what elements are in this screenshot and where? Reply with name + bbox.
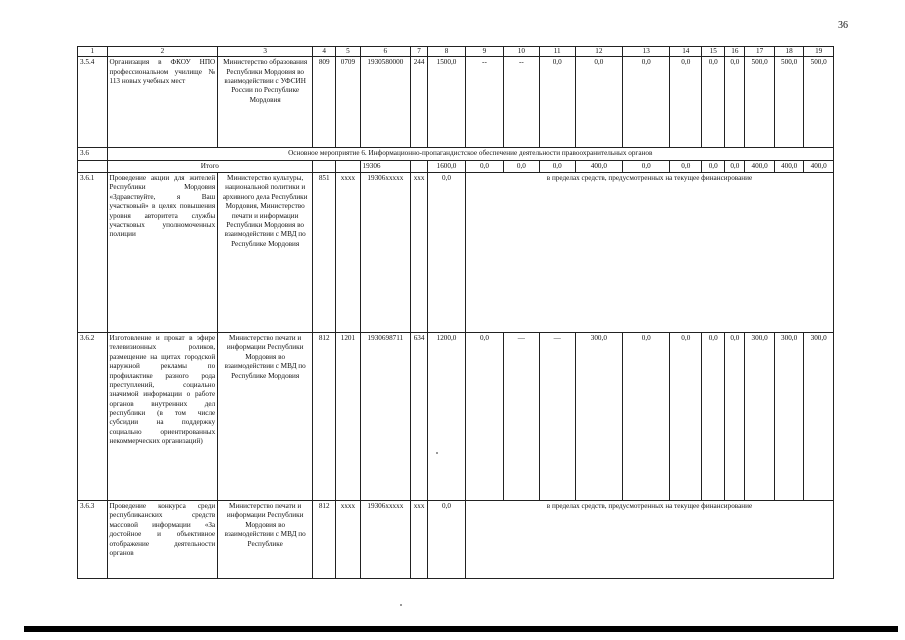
header-cell: 13	[623, 47, 670, 57]
cell-c6: 19306	[360, 160, 411, 172]
cell-c5: 1201	[336, 333, 360, 501]
header-cell: 2	[107, 47, 218, 57]
cell-c12: 0,0	[575, 57, 622, 148]
cell-c5: хххх	[336, 173, 360, 333]
cell-c9: --	[465, 57, 503, 148]
row-number: 3.6	[78, 148, 108, 160]
cell-c18: 500,0	[774, 57, 804, 148]
cell-c7: ххх	[411, 173, 428, 333]
total-label: Итого	[107, 160, 313, 172]
scan-speck	[400, 604, 402, 606]
cell-c15: 0,0	[702, 57, 725, 148]
cell-c10: 0,0	[503, 160, 539, 172]
page-number: 36	[838, 20, 848, 31]
header-cell: 18	[774, 47, 804, 57]
header-cell: 19	[804, 47, 834, 57]
cell-c4: 812	[313, 333, 336, 501]
table-row	[78, 173, 834, 333]
executor: Министерство печати и информации Республики Мордовия во взаимодействии с МВД по Республике Мордовия	[218, 333, 313, 501]
cell-c10: --	[503, 57, 539, 148]
cell-c9: 0,0	[465, 333, 503, 501]
cell-c4: 851	[313, 173, 336, 333]
row-number: 3.5.4	[78, 57, 108, 148]
cell-c17: 500,0	[745, 57, 775, 148]
measure-name: Проведение конкурса среди республиканских средств массовой информации «За достойное и объективное отображение деятельности органов	[107, 501, 218, 579]
cell-c15: 0,0	[702, 333, 725, 501]
cell-c17: 300,0	[745, 333, 775, 501]
row-number: 3.6.2	[78, 333, 108, 501]
row-number: 3.6.1	[78, 173, 108, 333]
header-cell: 12	[575, 47, 622, 57]
cell-c8: 0,0	[428, 173, 466, 333]
empty-cell	[336, 160, 360, 172]
table-row	[78, 501, 834, 579]
header-cell: 15	[702, 47, 725, 57]
executor: Министерство образования Республики Мордовия во взаимодействии с УФСИН России по Республике Мордовия	[218, 57, 313, 148]
cell-c11: —	[539, 333, 575, 501]
cell-c10: —	[503, 333, 539, 501]
header-cell: 16	[725, 47, 745, 57]
cell-c19: 400,0	[804, 160, 834, 172]
measure-name: Организация в ФКОУ НПО профессиональном училище № 113 новых учебных мест	[107, 57, 218, 148]
financing-note: в пределах средств, предусмотренных на текущее финансирование	[465, 173, 833, 333]
header-cell: 1	[78, 47, 108, 57]
cell-c17: 400,0	[745, 160, 775, 172]
cell-c7: 634	[411, 333, 428, 501]
header-cell: 11	[539, 47, 575, 57]
header-cell: 4	[313, 47, 336, 57]
cell-c14: 0,0	[670, 57, 702, 148]
cell-c9: 0,0	[465, 160, 503, 172]
cell-c12: 300,0	[575, 333, 622, 501]
table-row	[78, 57, 834, 148]
header-cell: 10	[503, 47, 539, 57]
cell-c6: 1930698711	[360, 333, 411, 501]
scan-speck	[436, 452, 438, 454]
cell-c18: 300,0	[774, 333, 804, 501]
cell-c16: 0,0	[725, 333, 745, 501]
cell-c11: 0,0	[539, 160, 575, 172]
cell-c7: 244	[411, 57, 428, 148]
cell-c15: 0,0	[702, 160, 725, 172]
empty-cell	[78, 160, 108, 172]
cell-c7: ххх	[411, 501, 428, 579]
header-cell: 8	[428, 47, 466, 57]
cell-c5: 0709	[336, 57, 360, 148]
cell-c8: 1600,0	[428, 160, 466, 172]
empty-cell	[313, 160, 336, 172]
header-cell: 17	[745, 47, 775, 57]
cell-c14: 0,0	[670, 333, 702, 501]
executor: Министерство печати и информации Республики Мордовия во взаимодействии с МВД по Республике	[218, 501, 313, 579]
section-title: Основное мероприятие 6. Информационно-пропагандистское обеспечение деятельности правоохранительных органов	[107, 148, 833, 160]
cell-c18: 400,0	[774, 160, 804, 172]
row-number: 3.6.3	[78, 501, 108, 579]
budget-table	[77, 46, 834, 579]
cell-c13: 0,0	[623, 333, 670, 501]
measure-name: Проведение акции для жителей Республики Мордовия «Здравствуйте, я Ваш участковый» в целях повышения уровня авторитета службы участковых уполномоченных полиции	[107, 173, 218, 333]
cell-c4: 809	[313, 57, 336, 148]
empty-cell	[411, 160, 428, 172]
header-cell: 5	[336, 47, 360, 57]
cell-c12: 400,0	[575, 160, 622, 172]
financing-note: в пределах средств, предусмотренных на текущее финансирование	[465, 501, 833, 579]
cell-c11: 0,0	[539, 57, 575, 148]
cell-c8: 0,0	[428, 501, 466, 579]
executor: Министерство культуры, национальной политики и архивного дела Республики Мордовия, Министерство печати и информации Республики Мордовия во взаимодействии с МВД по Республике Мордовия	[218, 173, 313, 333]
header-row	[78, 47, 834, 57]
cell-c6: 19306ххххх	[360, 173, 411, 333]
section-row	[78, 148, 834, 160]
header-cell: 9	[465, 47, 503, 57]
cell-c13: 0,0	[623, 57, 670, 148]
cell-c8: 1200,0	[428, 333, 466, 501]
cell-c4: 812	[313, 501, 336, 579]
cell-c5: хххх	[336, 501, 360, 579]
header-cell: 6	[360, 47, 411, 57]
cell-c6: 1930580000	[360, 57, 411, 148]
table-row	[78, 333, 834, 501]
cell-c13: 0,0	[623, 160, 670, 172]
cell-c19: 300,0	[804, 333, 834, 501]
header-cell: 14	[670, 47, 702, 57]
header-cell: 3	[218, 47, 313, 57]
cell-c8: 1500,0	[428, 57, 466, 148]
cell-c14: 0,0	[670, 160, 702, 172]
scan-edge-bar	[24, 626, 898, 632]
cell-c6: 19306ххххх	[360, 501, 411, 579]
cell-c16: 0,0	[725, 160, 745, 172]
measure-name: Изготовление и прокат в эфире телевизионных роликов, размещение на щитах городской наружной рекламы по профилактике разного рода преступлений, социально значимой информации о работе органов внутренних дел республики (в том числе субсидии на поддержку социально ориентированных некоммерческих организаций)	[107, 333, 218, 501]
total-row	[78, 160, 834, 172]
cell-c19: 500,0	[804, 57, 834, 148]
header-cell: 7	[411, 47, 428, 57]
cell-c16: 0,0	[725, 57, 745, 148]
